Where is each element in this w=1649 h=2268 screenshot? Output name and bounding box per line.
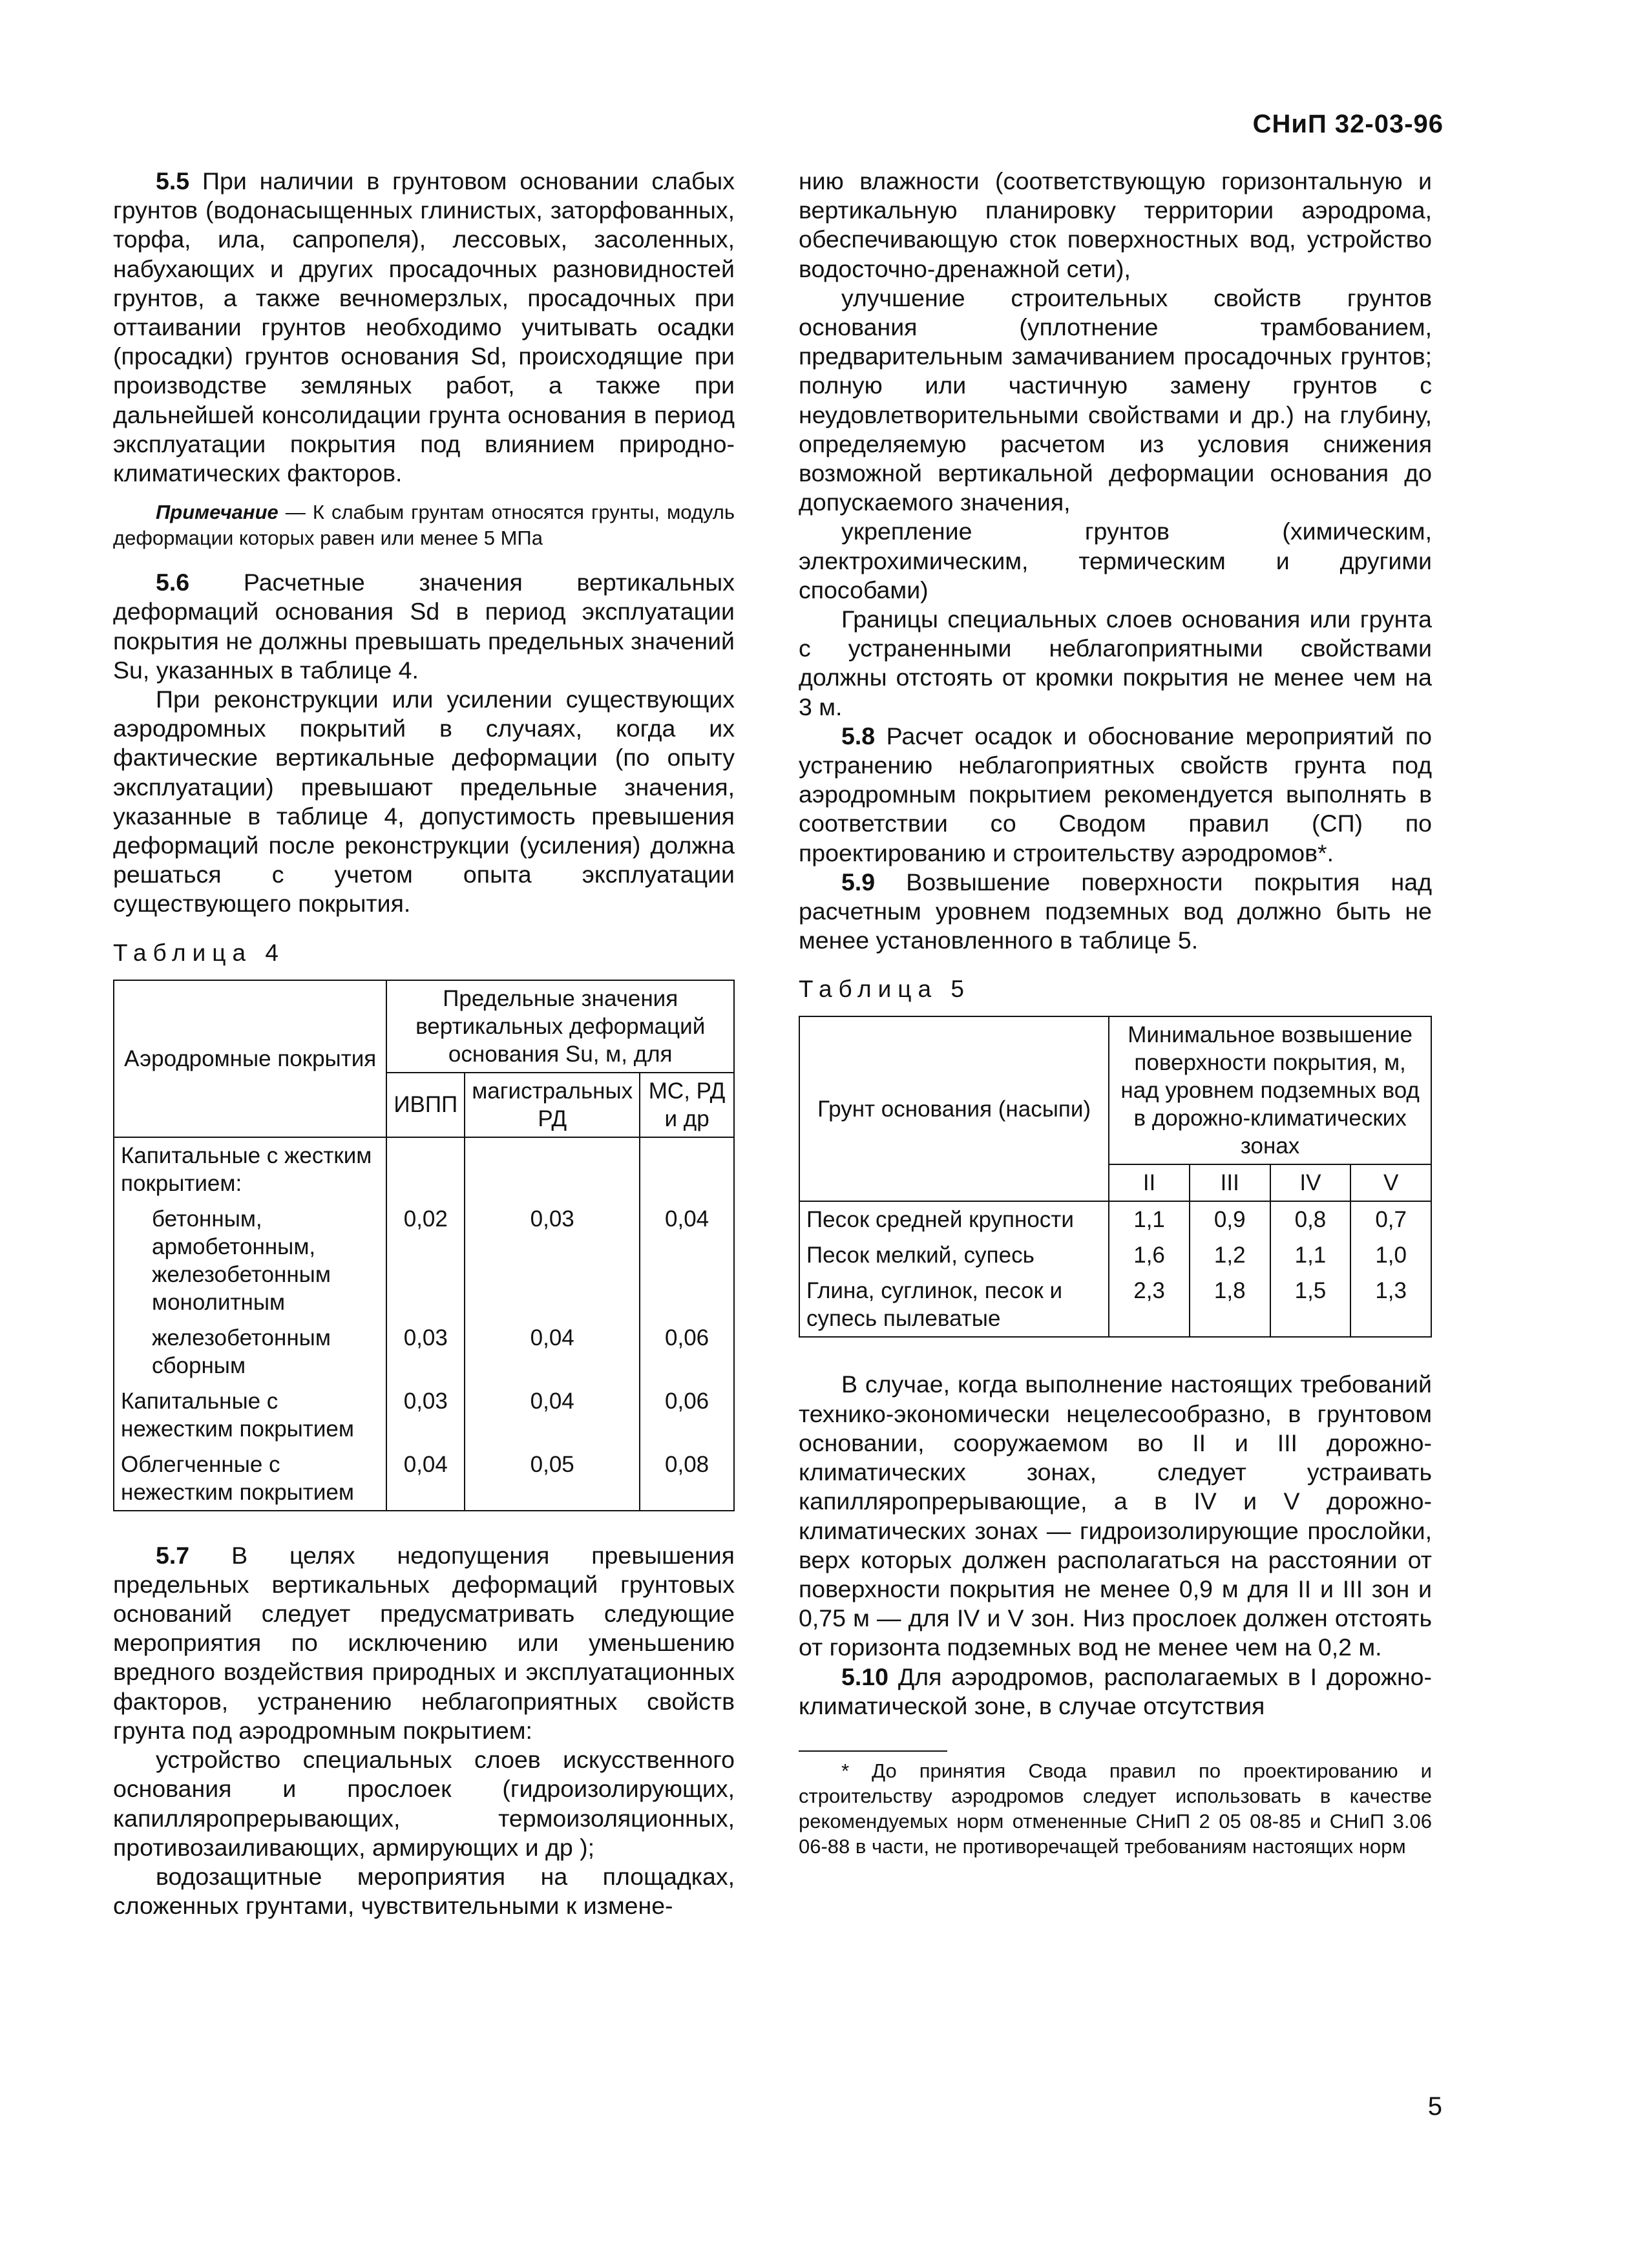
- table-5-caption: Таблица 5: [799, 976, 971, 1003]
- table-cell: 1,8: [1190, 1273, 1270, 1337]
- footnote: * До принятия Свода правил по проектированию и строительству аэродромов следует использовать в качестве рекомендуемых норм отмененные СНиП 2 05 08-85 и СНиП 3.06 06-88 в части, не противоречащей требованиям настоящих норм: [799, 1759, 1432, 1858]
- table-cell: 0,03: [386, 1320, 465, 1383]
- paragraph-text: Расчет осадок и обоснование мероприятий по устранению неблагоприятных свойств грунта под аэродромным покрытием рекомендуется выполнять в соответствии со Сводом правил (СП) по проектированию и строительству аэродромов*.: [799, 722, 1433, 866]
- table-cell: 0,03: [465, 1201, 640, 1320]
- clause-number: 5.8: [841, 722, 876, 750]
- table-cell: 1,0: [1350, 1237, 1431, 1273]
- paragraph: В случае, когда выполнение настоящих требований технико-экономически нецелесообразно, в грунтовом основании, сооружаемом во II и III дорожно-климатических зонах, следует устраивать капилляропрерывающие, а в IV и V дорожно-климатических зонах — гидроизолирующие прослойки, верх которых должен располагаться на расстоянии от поверхности покрытия не менее 0,9 м для II и III зон и 0,75 м — для IV и V зон. Низ прослоек должен отстоять от горизонта подземных вод не менее чем на 0,2 м.: [799, 1370, 1432, 1661]
- table-cell: 1,1: [1109, 1201, 1190, 1237]
- table-cell: 0,08: [640, 1447, 734, 1511]
- table-header: Аэродромные покрытия: [114, 980, 386, 1137]
- table-cell: Песок мелкий, супесь: [799, 1237, 1109, 1273]
- table-cell: 0,04: [465, 1320, 640, 1383]
- table-cell: 1,2: [1190, 1237, 1270, 1273]
- clause-number: 5.6: [156, 569, 190, 596]
- paragraph-text: Для аэродромов, располагаемых в I дорожно-климатической зоне, в случае отсутствия: [799, 1663, 1432, 1719]
- document-code: СНиП 32-03-96: [1252, 110, 1444, 138]
- table-cell: 0,04: [640, 1201, 734, 1320]
- table-row: [114, 1320, 734, 1383]
- table-header: Минимальное возвышение поверхности покрытия, м, над уровнем подземных вод в дорожно-климатических зонах: [1109, 1016, 1431, 1164]
- table-header: магистральных РД: [465, 1073, 640, 1137]
- table-cell: Глина, суглинок, песок и супесь пылеватые: [799, 1273, 1109, 1337]
- paragraph-5-7: [113, 1541, 735, 1745]
- table-cell: 1,1: [1270, 1237, 1351, 1273]
- paragraph-text: В целях недопущения превышения предельных вертикальных деформаций грунтовых оснований следует предусматривать следующие мероприятия по исключению или уменьшению вредного воздействия природных и эксплуатационных факторов, устранению неблагоприятных свойств грунта под аэродромным покрытием:: [113, 1541, 735, 1744]
- paragraph: Границы специальных слоев основания или грунта с устраненными неблагоприятными свойствами должны отстоять от кромки покрытия не менее чем на 3 м.: [799, 605, 1432, 720]
- table-cell: 1,3: [1350, 1273, 1431, 1337]
- clause-number: 5.9: [841, 868, 876, 896]
- table-row: [799, 1273, 1431, 1337]
- table-cell: Песок средней крупности: [799, 1201, 1109, 1237]
- paragraph: улучшение строительных свойств грунтов основания (уплотнение трамбованием, предварительным замачиванием просадочных грунтов; полную или частичную замену грунтов с неудовлетворительными свойствами и др.) на глубину, определяемую расчетом из условия снижения возможной вертикальной деформации основания до допускаемого значения,: [799, 284, 1432, 516]
- table-cell: 0,04: [465, 1383, 640, 1447]
- table-cell: 1,6: [1109, 1237, 1190, 1273]
- table-row: [799, 1201, 1431, 1237]
- paragraph-text: Возвышение поверхности покрытия над расчетным уровнем подземных вод должно быть не менее установленного в таблице 5.: [799, 868, 1432, 954]
- right-column: [799, 167, 1432, 1859]
- table-cell: 0,8: [1270, 1201, 1351, 1237]
- paragraph-5-6-b: При реконструкции или усилении существующих аэродромных покрытий в случаях, когда их фактические вертикальные деформации (по опыту эксплуатации) превышают предельные значения, указанные в таблице 4, допустимость превышения деформаций после реконструкции (усиления) должна решаться с учетом опыта эксплуатации существующего покрытия.: [113, 686, 735, 918]
- table-cell: Капитальные с нежестким покрытием: [114, 1383, 386, 1447]
- clause-number: 5.5: [156, 167, 190, 194]
- paragraph-5-9: [799, 868, 1432, 956]
- paragraph-5-7-b: водозащитные мероприятия на площадках, сложенных грунтами, чувствительными к измене-: [113, 1862, 735, 1920]
- paragraph-5-10: [799, 1663, 1432, 1721]
- table-row: [114, 1447, 734, 1511]
- table-row: [114, 1137, 734, 1201]
- table-header: Предельные значения вертикальных деформаций основания Su, м, для: [386, 980, 734, 1073]
- paragraph-5-5: [113, 167, 735, 488]
- note: [113, 499, 735, 551]
- table-cell: 2,3: [1109, 1273, 1190, 1337]
- paragraph-continuation: нию влажности (соответствующую горизонтальную и вертикальную планировку территории аэродрома, обеспечивающую сток поверхностных вод, устройство водосточно-дренажной сети),: [799, 167, 1432, 282]
- table-header: IV: [1270, 1164, 1351, 1201]
- clause-number: 5.7: [156, 1541, 190, 1569]
- table-row: [114, 1201, 734, 1320]
- table-5: [799, 1016, 1432, 1338]
- table-4-caption: Таблица 4: [113, 939, 285, 966]
- page-number: 5: [1427, 2092, 1442, 2121]
- table-cell: 1,5: [1270, 1273, 1351, 1337]
- table-row: [114, 1383, 734, 1447]
- note-label: Примечание: [156, 501, 278, 524]
- table-cell: 0,04: [386, 1447, 465, 1511]
- table-cell: бетонным, армобетонным, железобетонным монолитным: [152, 1206, 331, 1315]
- table-cell: 0,7: [1350, 1201, 1431, 1237]
- table-cell: 0,05: [465, 1447, 640, 1511]
- table-cell: 0,06: [640, 1320, 734, 1383]
- table-cell: 0,06: [640, 1383, 734, 1447]
- table-header: V: [1350, 1164, 1431, 1201]
- paragraph: укрепление грунтов (химическим, электрохимическим, термическим и другими способами): [799, 518, 1432, 604]
- paragraph-5-6: [113, 568, 735, 685]
- clause-number: 5.10: [841, 1663, 888, 1690]
- paragraph-text: При наличии в грунтовом основании слабых грунтов (водонасыщенных глинистых, заторфованных, торфа, ила, сапропеля), лессовых, засоленных, набухающих и других просадочных разновидностей грунтов, а также вечномерзлых, просадочных при оттаивании грунтов необходимо учитывать осадки (просадки) грунтов основания Sd, происходящие при производстве земляных работ, а также при дальнейшей консолидации грунта основания в период эксплуатации покрытия под влиянием природно-климатических факторов.: [113, 167, 735, 487]
- paragraph-5-7-a: устройство специальных слоев искусственного основания и прослоек (гидроизолирующих, капилляропрерывающих, термоизоляционных, противозаиливающих, армирующих и др );: [113, 1746, 735, 1861]
- table-header: II: [1109, 1164, 1190, 1201]
- table-cell: Капитальные с жестким покрытием:: [114, 1137, 386, 1201]
- table-header: III: [1190, 1164, 1270, 1201]
- left-column: [113, 167, 735, 1920]
- table-cell: железобетонным сборным: [152, 1325, 331, 1378]
- table-cell: 0,9: [1190, 1201, 1270, 1237]
- table-cell: 0,02: [386, 1201, 465, 1320]
- table-cell: 0,03: [386, 1383, 465, 1447]
- table-4: [113, 980, 735, 1511]
- table-row: [799, 1237, 1431, 1273]
- table-header: Грунт основания (насыпи): [799, 1016, 1109, 1201]
- table-header: МС, РД и др: [640, 1073, 734, 1137]
- table-header: ИВПП: [386, 1073, 465, 1137]
- paragraph-5-8: [799, 722, 1432, 868]
- note-text: — К слабым грунтам относятся грунты, модуль деформации которых равен или менее 5 МПа: [113, 501, 735, 550]
- footnote-rule: [799, 1750, 947, 1752]
- paragraph-text: Расчетные значения вертикальных деформаций основания Sd в период эксплуатации покрытия не должны превышать предельных значений Su, указанных в таблице 4.: [113, 569, 735, 684]
- table-cell: Облегченные с нежестким покрытием: [114, 1447, 386, 1511]
